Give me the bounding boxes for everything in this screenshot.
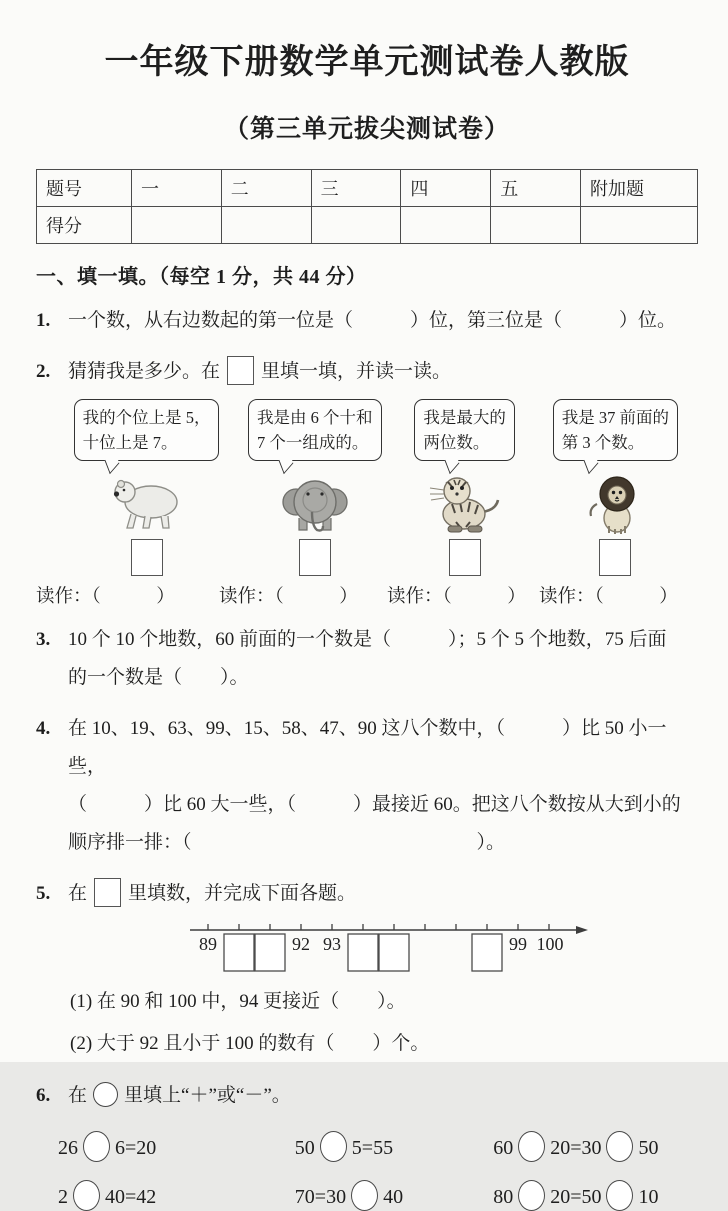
- question-line: 顺序排一排：（ ）。: [68, 832, 506, 853]
- number-line: [186, 917, 698, 980]
- question-line: （ ）比 60 大一些，（ ）最接近 60。把这八个数按从大到小的: [68, 794, 681, 815]
- question-3: [36, 621, 698, 697]
- bubble-line: 两位数。: [423, 433, 490, 452]
- score-table-cell: 一: [132, 170, 222, 207]
- question-text-post: 里填上“＋”或“－”。: [124, 1085, 291, 1106]
- score-table-cell: 二: [221, 170, 311, 207]
- equation: [295, 1131, 493, 1162]
- equation-text: 26: [58, 1137, 78, 1159]
- bubble-line: 我的个位上是 5，: [82, 408, 211, 427]
- read-as-label: 读作：（ ）: [387, 587, 526, 607]
- score-cell[interactable]: [401, 207, 491, 244]
- question-number: 1.: [36, 310, 51, 331]
- operator-circle[interactable]: [351, 1180, 378, 1211]
- answer-box[interactable]: [299, 539, 331, 576]
- equation-text: 40: [383, 1186, 404, 1208]
- equation: [295, 1180, 493, 1211]
- speech-bubble: [414, 399, 515, 461]
- equation-text: 6=20: [115, 1137, 157, 1159]
- section-heading: 一、填一填。（每空 1 分，共 44 分）: [36, 266, 367, 288]
- bubble-line: 7 个一组成的。: [257, 433, 369, 452]
- elephant-image: [279, 474, 351, 534]
- question-text: [68, 621, 698, 697]
- score-table: [36, 169, 698, 244]
- numberline-box[interactable]: [255, 934, 285, 971]
- operator-circle[interactable]: [606, 1180, 633, 1211]
- speech-bubble: [74, 399, 220, 461]
- riddle-column: [397, 399, 533, 576]
- bubble-line: 十位上是 7。: [82, 433, 178, 452]
- riddle-column: [60, 399, 233, 576]
- operator-circle[interactable]: [518, 1131, 545, 1162]
- question-number: 3.: [36, 629, 51, 650]
- equation: [58, 1131, 295, 1162]
- question-6: [36, 1077, 698, 1115]
- equation-text: 40=42: [105, 1186, 157, 1208]
- page-subtitle: （第三单元拔尖测试卷）: [223, 116, 510, 143]
- numberline-box[interactable]: [224, 934, 254, 971]
- question-number: 6.: [36, 1085, 51, 1106]
- read-as-label: 读作：（ ）: [219, 587, 358, 607]
- equation-text: 50: [638, 1137, 659, 1159]
- operator-circle[interactable]: [606, 1131, 633, 1162]
- equation-grid: [36, 1131, 698, 1211]
- score-cell[interactable]: [491, 207, 581, 244]
- numberline-box[interactable]: [379, 934, 409, 971]
- polar-bear-image: [111, 474, 183, 534]
- operator-circle[interactable]: [73, 1180, 100, 1211]
- score-cell[interactable]: [311, 207, 401, 244]
- score-label-cell: 得分: [37, 207, 132, 244]
- score-table-cell: 四: [401, 170, 491, 207]
- question-number: 2.: [36, 361, 51, 382]
- question-line: 在 10、19、63、99、15、58、47、90 这八个数中，（ ）比 50 小一些，: [68, 718, 667, 777]
- page-title: 一年级下册数学单元测试卷人教版: [104, 44, 630, 81]
- equation-text: 80: [493, 1186, 514, 1208]
- score-cell[interactable]: [132, 207, 222, 244]
- fill-in-box[interactable]: [227, 356, 254, 385]
- score-cell[interactable]: [221, 207, 311, 244]
- score-cell[interactable]: [581, 207, 698, 244]
- question-4: [36, 710, 698, 862]
- question-text: [68, 1077, 698, 1115]
- read-as-label: 读作：（ ）: [539, 587, 678, 607]
- equation: [58, 1180, 295, 1211]
- numberline-label: 89: [199, 934, 217, 954]
- answer-box[interactable]: [131, 539, 163, 576]
- equation-text: 10: [638, 1186, 659, 1208]
- answer-box[interactable]: [449, 539, 481, 576]
- equation-text: 5=55: [351, 1137, 394, 1159]
- question-number: 4.: [36, 718, 51, 739]
- operator-circle[interactable]: [83, 1131, 110, 1162]
- score-table-cell: 三: [311, 170, 401, 207]
- equation: [493, 1180, 698, 1211]
- speech-bubble: [248, 399, 382, 461]
- equation-text: 70=30: [294, 1186, 347, 1208]
- bubble-line: 我是由 6 个十和: [257, 408, 373, 427]
- bubble-line: 我是最大的: [423, 408, 506, 427]
- speech-bubble: [553, 399, 678, 461]
- question-5: [36, 875, 698, 913]
- question-number: 5.: [36, 883, 51, 904]
- equation-text: 2: [58, 1186, 68, 1208]
- question-text-post: 里填数，并完成下面各题。: [128, 883, 357, 904]
- numberline-box[interactable]: [472, 934, 502, 971]
- question-text-post: 里填一填，并读一读。: [261, 361, 452, 382]
- question-5-sub-1: (1) 在 90 和 100 中，94 更接近（ ）。: [70, 991, 406, 1012]
- question-text-pre: 在: [68, 1085, 88, 1106]
- operator-circle[interactable]: [320, 1131, 347, 1162]
- score-table-cell: 题号: [37, 170, 132, 207]
- score-table-cell: 五: [491, 170, 581, 207]
- tiger-image: [426, 474, 504, 534]
- question-text-pre: 猜猜我是多少。在: [68, 361, 221, 382]
- fill-in-circle[interactable]: [93, 1082, 118, 1107]
- question-text: [68, 353, 698, 391]
- question-1: [36, 302, 698, 340]
- question-text: [68, 875, 698, 913]
- score-table-score-row: [37, 207, 698, 244]
- riddle-column: [233, 399, 396, 576]
- numberline-box[interactable]: [348, 934, 378, 971]
- question-5-sub-2: (2) 大于 92 且小于 100 的数有（ ）个。: [70, 1033, 430, 1054]
- question-text: 一个数，从右边数起的第一位是（ ）位，第三位是（ ）位。: [68, 310, 677, 331]
- bubble-line: 第 3 个数。: [561, 433, 645, 452]
- score-table-cell: 附加题: [581, 170, 698, 207]
- riddle-column: [533, 399, 698, 576]
- answer-box[interactable]: [599, 539, 631, 576]
- fill-in-box[interactable]: [94, 878, 121, 907]
- lion-image: [579, 474, 651, 534]
- question-text: [68, 710, 698, 862]
- equation-text: 20=50: [550, 1186, 602, 1208]
- equation-text: 60: [493, 1137, 514, 1159]
- operator-circle[interactable]: [518, 1180, 545, 1211]
- equation-text: 50: [294, 1137, 315, 1159]
- question-2: [36, 353, 698, 391]
- numberline-label: 99: [509, 934, 527, 954]
- bubble-line: 我是 37 前面的: [561, 408, 669, 427]
- read-as-row: [36, 582, 698, 608]
- numberline-label: 100: [536, 934, 564, 954]
- numberline-label: 93: [323, 934, 341, 954]
- equation: [493, 1131, 698, 1162]
- numberline-label: 92: [292, 934, 310, 954]
- question-text-pre: 在: [68, 883, 88, 904]
- equation-text: 20=30: [550, 1137, 602, 1159]
- question-line: 的一个数是（ ）。: [68, 667, 249, 688]
- question-line: 10 个 10 个地数，60 前面的一个数是（ ）；5 个 5 个地数，75 后面: [68, 629, 667, 650]
- score-table-header-row: [37, 170, 698, 207]
- read-as-label: 读作：（ ）: [36, 587, 175, 607]
- riddle-columns: [36, 399, 698, 576]
